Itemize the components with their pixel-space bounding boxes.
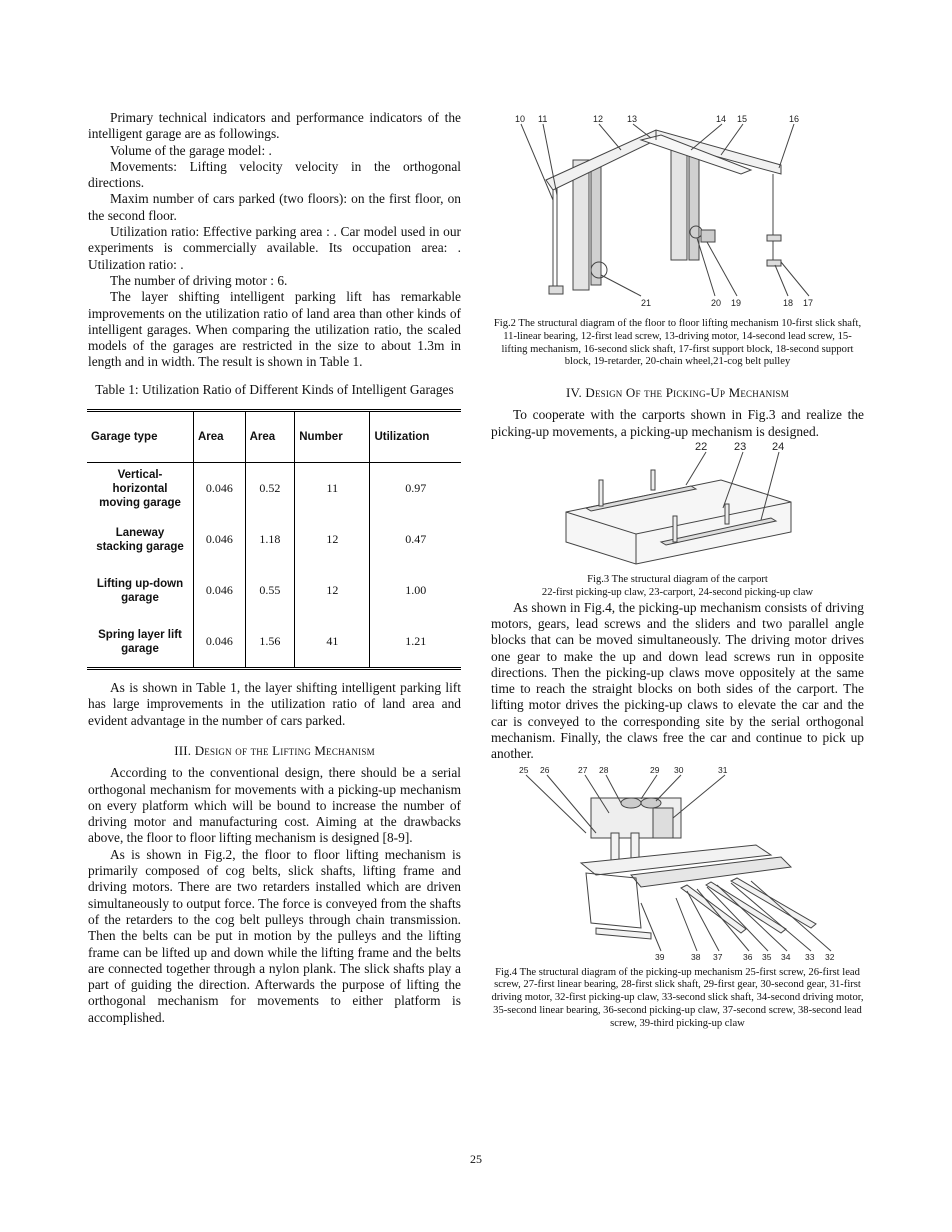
table-cell: 0.55 bbox=[245, 565, 295, 616]
fig2-label: 14 bbox=[716, 114, 727, 124]
table-cell: 12 bbox=[295, 565, 370, 616]
figure-4-caption: Fig.4 The structural diagram of the picking-up mechanism 25-first screw, 26-first lead screw, 27-first linear bearing, 28-first slick shaft, 29-first gear, 30-second gear, 31-first driving motor, 32-first picking-up claw, 33-second slick shaft, 34-second driving motor, 35-second linear bearing, 36-second picking-up claw, 37-second screw, 38-second lead screw, 39-third picking-up claw bbox=[491, 966, 864, 1029]
section-title: Design Of the Picking-Up Mechanism bbox=[585, 385, 789, 401]
utilization-table bbox=[87, 409, 461, 670]
after-table-paragraph: As is shown in Table 1, the layer shifting intelligent parking lift has large improvements in the utilization ratio of land area and evident advantage in the number of cars parked. bbox=[88, 680, 461, 728]
table-cell: 1.00 bbox=[405, 583, 427, 598]
section-3-paragraph: As is shown in Fig.2, the floor to floor lifting mechanism is primarily composed of cog belts, slick shafts, lifting frame and driving motors. There are two retarders installed which are driven simultaneously to output force. The force is conveyed from the shafts of the retarders to the cog belt pulleys through chain transmission. Then the belts can be put in motion by the pulleys and the lifting frame can be lifted up and down while the lifting frame and the belts are connected together through a nylon plank. The slick shafts play a part of guiding the direction. Afterwards the purpose of lifting the orthogonal mechanism for movements to either platform is accomplished. bbox=[88, 846, 461, 1025]
section-heading-3 bbox=[88, 743, 461, 759]
table-header: Utilization bbox=[370, 411, 461, 463]
fig4-label: 31 bbox=[718, 764, 728, 775]
fig2-label: 15 bbox=[737, 114, 748, 124]
table-cell: Lifting up-down garage bbox=[87, 565, 194, 616]
fig4-label: 26 bbox=[540, 764, 550, 775]
fig4-label: 33 bbox=[805, 951, 815, 962]
table-cell: 0.046 bbox=[194, 616, 246, 669]
figure-4-picking-up-mechanism bbox=[491, 763, 864, 963]
fig2-label: 13 bbox=[627, 114, 638, 124]
section-number: IV. bbox=[566, 385, 582, 401]
fig4-label: 38 bbox=[691, 951, 701, 962]
fig4-label: 30 bbox=[674, 764, 684, 775]
fig4-label: 35 bbox=[762, 951, 772, 962]
table-header: Area bbox=[194, 411, 246, 463]
section-number: III. bbox=[174, 742, 192, 758]
fig3-label: 23 bbox=[734, 441, 747, 454]
intro-movements: Movements: Lifting velocity velocity in the orthogonal directions. bbox=[88, 158, 461, 191]
table-cell: 11 bbox=[295, 463, 370, 515]
fig2-label: 10 bbox=[515, 114, 526, 124]
table-row bbox=[87, 463, 461, 515]
intro-utilization: Utilization ratio: Effective parking area : . Car model used in our experiments is commercially available. Its occupation area: . Utilization ratio: . bbox=[88, 224, 461, 272]
left-column bbox=[88, 110, 461, 1026]
fig4-label: 36 bbox=[743, 951, 753, 962]
right-column bbox=[491, 110, 864, 1031]
fig4-label: 39 bbox=[655, 951, 665, 962]
figure-2-caption: Fig.2 The structural diagram of the floor to floor lifting mechanism 10-first slick shaft, 11-linear bearing, 12-first lead screw, 13-driving motor, 14-second lead screw, 15-lifting mechanism, 16-second slick shaft, 17-first support block, 18-second support block, 19-retarder, 20-chain wheel,21-cog belt pulley bbox=[493, 318, 862, 368]
intro-motors: The number of driving motor : 6. bbox=[110, 272, 288, 288]
table-cell: Spring layer lift garage bbox=[87, 616, 194, 669]
table-cell: 41 bbox=[295, 616, 370, 669]
fig2-label: 16 bbox=[789, 114, 800, 124]
intro-paragraph: Primary technical indicators and performance indicators of the intelligent garage are as followings. bbox=[88, 110, 461, 142]
table-cell: 0.046 bbox=[194, 514, 246, 565]
figure-2-lifting-mechanism bbox=[491, 110, 864, 310]
table-header: Garage type bbox=[87, 411, 194, 463]
section-title: Design of the Lifting Mechanism bbox=[194, 742, 375, 758]
section-4-paragraph: As shown in Fig.4, the picking-up mechanism consists of driving motors, gears, lead screws and the sliders and two parallel angle blocks that can be moved simultaneously. The driving motor drives one gear to make the up and down lead screws run in opposite directions. Then the picking-up claws move oppositely at the same time to reach the straight blocks on both sides of the carport. The lifting motor drives the picking-up claws to elevate the car and the car is conveyed to the corresponding site by the serial orthogonal mechanism. Finally, the claws free the car and continue to pick up another. bbox=[491, 599, 864, 762]
table-cell: 0.046 bbox=[194, 463, 246, 515]
table-header-row bbox=[87, 411, 461, 463]
section-heading-4 bbox=[491, 385, 864, 401]
section-3-paragraph: According to the conventional design, there should be a serial orthogonal mechanism for movements with a picking-up mechanism on every platform which will be bound to increase the number of driving motor and manufacturing cost. Aiming at the drawbacks above, the floor to floor lifting mechanism is designed [8-9]. bbox=[88, 765, 461, 846]
fig2-label: 20 bbox=[711, 298, 722, 308]
table-cell: 0.046 bbox=[194, 565, 246, 616]
table-header: Area bbox=[245, 411, 295, 463]
fig2-label: 17 bbox=[803, 298, 814, 308]
page-number: 25 bbox=[470, 1152, 482, 1166]
fig3-label: 24 bbox=[772, 441, 785, 454]
table-cell: 12 bbox=[295, 514, 370, 565]
table-row bbox=[87, 565, 461, 616]
table-cell: 1.21 bbox=[405, 634, 427, 649]
fig4-label: 32 bbox=[825, 951, 835, 962]
figure-3-caption-legend: 22-first picking-up claw, 23-carport, 24-second picking-up claw bbox=[541, 586, 814, 598]
fig2-label: 21 bbox=[641, 298, 652, 308]
fig4-label: 28 bbox=[599, 764, 609, 775]
table-cell: 1.18 bbox=[245, 514, 295, 565]
table-header: Number bbox=[295, 411, 370, 463]
fig4-label: 25 bbox=[519, 764, 529, 775]
table-row bbox=[87, 514, 461, 565]
fig4-label: 34 bbox=[781, 951, 791, 962]
table-cell: Laneway stacking garage bbox=[87, 514, 194, 565]
fig4-label: 27 bbox=[578, 764, 588, 775]
fig4-label: 37 bbox=[713, 951, 723, 962]
table-row bbox=[87, 616, 461, 669]
intro-max-cars: Maxim number of cars parked (two floors): on the first floor, on the second floor. bbox=[88, 191, 461, 223]
figure-3-carport bbox=[491, 440, 864, 568]
table-cell: 1.56 bbox=[245, 616, 295, 669]
section-4-paragraph: To cooperate with the carports shown in Fig.3 and realize the picking-up movements, a picking-up mechanism is designed. bbox=[491, 407, 864, 439]
table-caption: Table 1: Utilization Ratio of Different Kinds of Intelligent Garages bbox=[95, 381, 454, 397]
fig3-label: 22 bbox=[695, 441, 708, 454]
table-cell: 0.52 bbox=[245, 463, 295, 515]
table-cell: 0.47 bbox=[405, 532, 427, 547]
table-cell: Vertical-horizontal moving garage bbox=[87, 463, 194, 515]
table-cell: 0.97 bbox=[405, 481, 427, 496]
fig2-label: 12 bbox=[593, 114, 604, 124]
fig2-label: 11 bbox=[538, 114, 548, 124]
fig2-label: 19 bbox=[731, 298, 742, 308]
intro-volume: Volume of the garage model: . bbox=[110, 142, 272, 158]
figure-3-caption: Fig.3 The structural diagram of the carport bbox=[587, 574, 768, 586]
fig2-label: 18 bbox=[783, 298, 794, 308]
intro-comparison: The layer shifting intelligent parking lift has remarkable improvements on the utilization ratio of land area than other kinds of intelligent garages. When comparing the utilization ratio, the scaled models of the garages are restricted in the size to about 1.3m in length and in width. The result is shown in Table 1. bbox=[88, 289, 461, 370]
fig4-label: 29 bbox=[650, 764, 660, 775]
